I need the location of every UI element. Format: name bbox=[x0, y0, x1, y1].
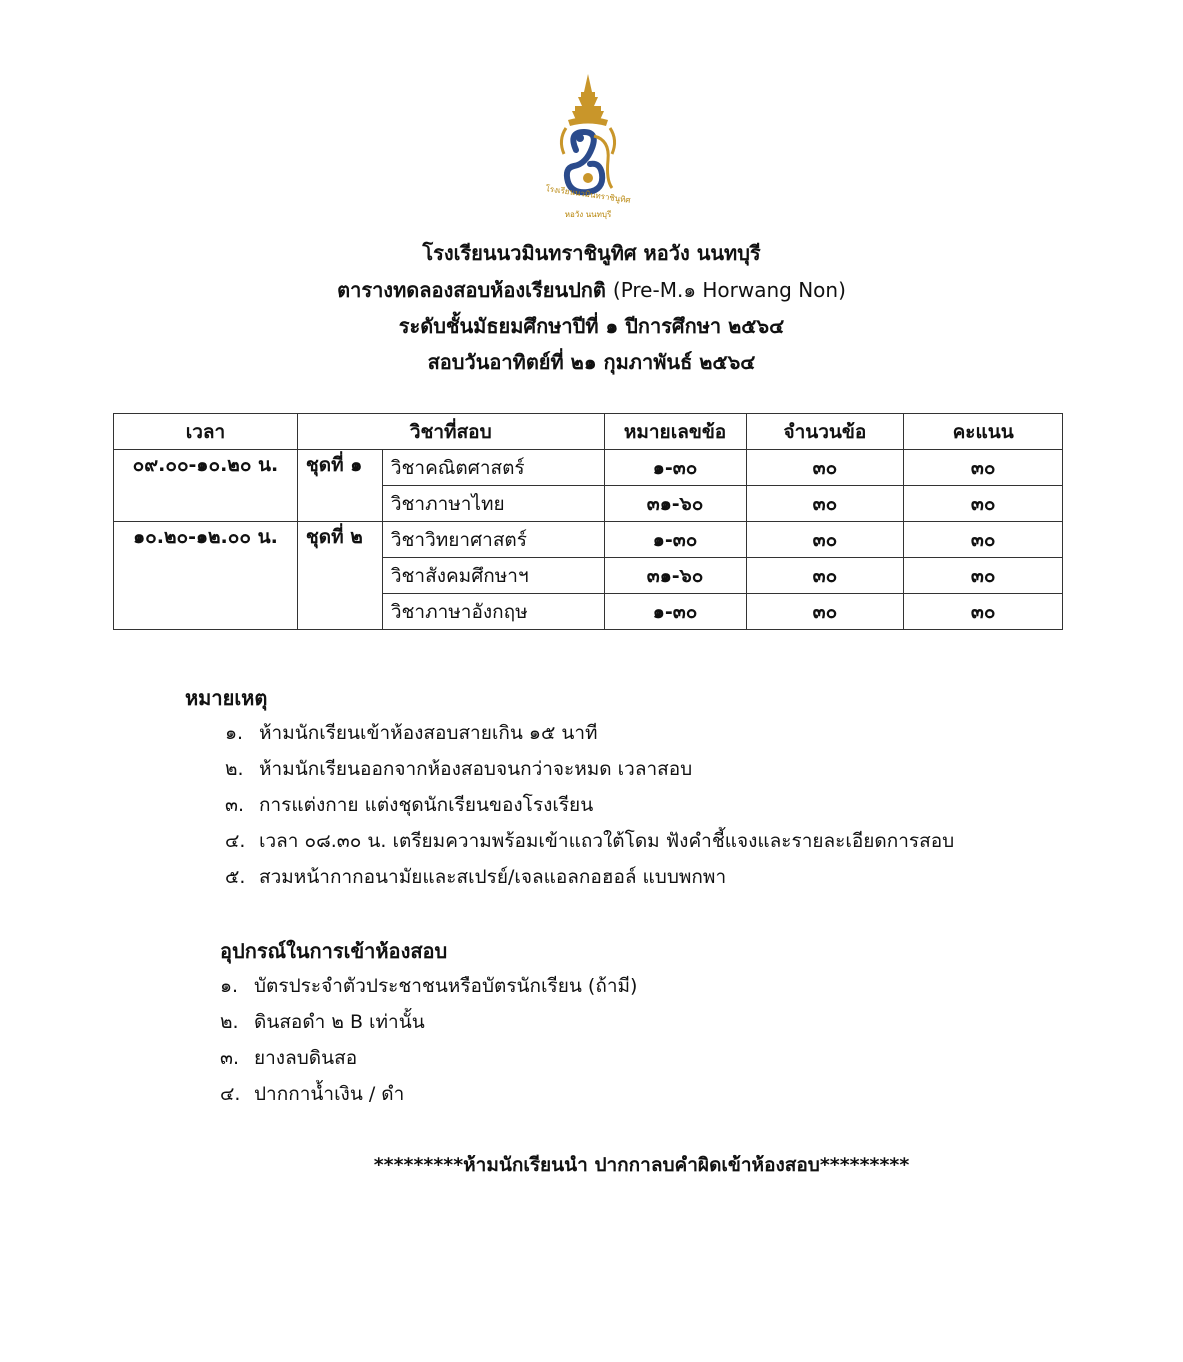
subject-cell: วิชาคณิตศาสตร์ bbox=[382, 450, 604, 486]
schedule-title-heading bbox=[0, 278, 1183, 302]
item-count-cell: ๓๐ bbox=[746, 486, 904, 522]
school-name-heading bbox=[0, 241, 1183, 265]
list-item-text: ปากกาน้ำเงิน / ดำ bbox=[254, 1083, 405, 1105]
notes-title: หมายเหตุ bbox=[185, 686, 268, 710]
table-row bbox=[114, 522, 1063, 558]
list-item bbox=[225, 826, 954, 856]
list-item-number: ๔. bbox=[225, 830, 246, 852]
list-item-text: ห้ามนักเรียนเข้าห้องสอบสายเกิน ๑๕ นาที bbox=[259, 722, 598, 744]
list-item bbox=[225, 718, 598, 748]
logo-caption-line-2: หอวัง นนทบุรี bbox=[564, 210, 612, 219]
schedule-title-text: ตารางทดลองสอบห้องเรียนปกติ bbox=[337, 278, 606, 302]
subject-cell: วิชาภาษาไทย bbox=[382, 486, 604, 522]
list-item-text: บัตรประจำตัวประชาชนหรือบัตรนักเรียน (ถ้ามี) bbox=[254, 975, 638, 997]
subject-cell: วิชาวิทยาศาสตร์ bbox=[382, 522, 604, 558]
list-item-text: ดินสอดำ ๒ B เท่านั้น bbox=[254, 1011, 425, 1033]
table-row bbox=[114, 450, 1063, 486]
exam-date-text: สอบวันอาทิตย์ที่ ๒๑ กุมภาพันธ์ ๒๕๖๔ bbox=[427, 350, 756, 374]
score-cell: ๓๐ bbox=[904, 522, 1063, 558]
score-cell: ๓๐ bbox=[904, 558, 1063, 594]
item-count-cell: ๓๐ bbox=[746, 558, 904, 594]
list-item-number: ๑. bbox=[225, 722, 244, 744]
list-item-number: ๓. bbox=[225, 794, 245, 816]
time-cell: ๐๙.๐๐-๑๐.๒๐ น. bbox=[114, 450, 298, 522]
column-header-time: เวลา bbox=[114, 414, 298, 450]
item-numbers-cell: ๓๑-๖๐ bbox=[604, 486, 746, 522]
list-item-text: ยางลบดินสอ bbox=[254, 1047, 358, 1069]
list-item-number: ๓. bbox=[220, 1047, 240, 1069]
item-count-cell: ๓๐ bbox=[746, 450, 904, 486]
score-cell: ๓๐ bbox=[904, 450, 1063, 486]
score-cell: ๓๐ bbox=[904, 594, 1063, 630]
item-numbers-cell: ๑-๓๐ bbox=[604, 522, 746, 558]
list-item bbox=[225, 754, 692, 784]
list-item-text: การแต่งกาย แต่งชุดนักเรียนของโรงเรียน bbox=[259, 794, 594, 816]
list-item bbox=[225, 862, 726, 892]
list-item bbox=[225, 790, 593, 820]
list-item-number: ๒. bbox=[220, 1011, 239, 1033]
schedule-title-english: (Pre-M.๑ Horwang Non) bbox=[612, 278, 846, 302]
list-item-number: ๑. bbox=[220, 975, 239, 997]
item-count-cell: ๓๐ bbox=[746, 594, 904, 630]
set-cell: ชุดที่ ๑ bbox=[297, 450, 382, 522]
list-item bbox=[220, 1079, 404, 1109]
list-item-text: ห้ามนักเรียนออกจากห้องสอบจนกว่าจะหมด เวลาสอบ bbox=[259, 758, 693, 780]
column-header-subject: วิชาที่สอบ bbox=[297, 414, 604, 450]
equipment-title: อุปกรณ์ในการเข้าห้องสอบ bbox=[220, 939, 448, 963]
item-numbers-cell: ๓๑-๖๐ bbox=[604, 558, 746, 594]
subject-cell: วิชาสังคมศึกษาฯ bbox=[382, 558, 604, 594]
grade-level-text: ระดับชั้นมัธยมศึกษาปีที่ ๑ ปีการศึกษา ๒๕๖๔ bbox=[398, 314, 785, 338]
list-item-text: สวมหน้ากากอนามัยและสเปรย์/เจลแอลกอฮอล์ แบบพกพา bbox=[259, 866, 727, 888]
list-item-number: ๕. bbox=[225, 866, 246, 888]
footer-warning: *********ห้ามนักเรียนนำ ปากกาลบคำผิดเข้าห้องสอบ********* bbox=[373, 1154, 910, 1176]
list-item bbox=[220, 1043, 357, 1073]
item-numbers-cell: ๑-๓๐ bbox=[604, 450, 746, 486]
list-item-number: ๒. bbox=[225, 758, 244, 780]
score-cell: ๓๐ bbox=[904, 486, 1063, 522]
item-count-cell: ๓๐ bbox=[746, 522, 904, 558]
list-item bbox=[220, 1007, 425, 1037]
school-name-text: โรงเรียนนวมินทราชินูทิศ หอวัง นนทบุรี bbox=[422, 241, 761, 265]
subject-cell: วิชาภาษาอังกฤษ bbox=[382, 594, 604, 630]
table-header-row bbox=[114, 414, 1063, 450]
item-numbers-cell: ๑-๓๐ bbox=[604, 594, 746, 630]
school-logo bbox=[528, 70, 648, 230]
list-item bbox=[220, 971, 637, 1001]
column-header-score: คะแนน bbox=[904, 414, 1063, 450]
exam-schedule-table bbox=[113, 413, 1063, 630]
list-item-text: เวลา ๐๘.๓๐ น. เตรียมความพร้อมเข้าแถวใต้โดม ฟังคำชี้แจงและรายละเอียดการสอบ bbox=[259, 830, 955, 852]
list-item-number: ๔. bbox=[220, 1083, 241, 1105]
column-header-item-numbers: หมายเลขข้อ bbox=[604, 414, 746, 450]
time-cell: ๑๐.๒๐-๑๒.๐๐ น. bbox=[114, 522, 298, 630]
set-cell: ชุดที่ ๒ bbox=[297, 522, 382, 630]
grade-level-heading bbox=[0, 314, 1183, 338]
exam-date-heading bbox=[0, 350, 1183, 374]
logo-caption-line-1: โรงเรียนนวมินทราชินูทิศ bbox=[544, 184, 632, 205]
column-header-item-count: จำนวนข้อ bbox=[746, 414, 904, 450]
